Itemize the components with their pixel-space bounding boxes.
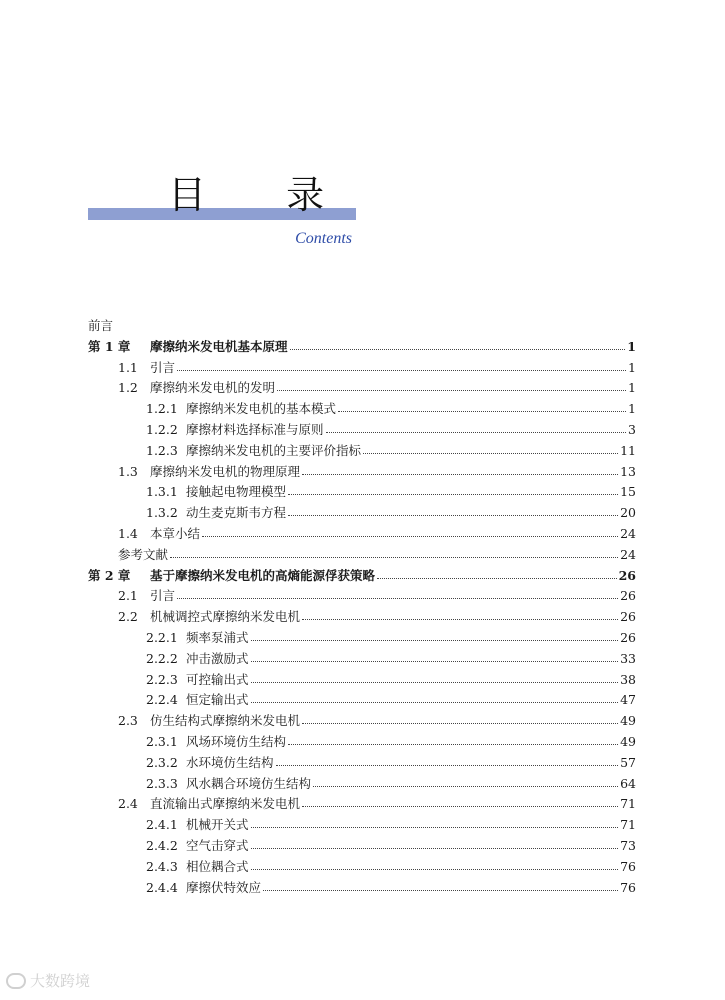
- toc-entry-title: 摩擦纳米发电机的基本模式: [186, 401, 337, 417]
- dot-leader: [302, 722, 618, 724]
- page-title: 目 录: [168, 173, 359, 217]
- dot-leader: [302, 805, 618, 807]
- toc-entry-page: 1: [628, 359, 636, 375]
- toc-entry-page: 1: [627, 338, 636, 354]
- toc-entry-number: 1.3.2: [146, 505, 178, 521]
- toc-entry-title: 恒定输出式: [186, 692, 249, 708]
- toc-entry[interactable]: [88, 316, 636, 336]
- dot-leader: [338, 410, 626, 412]
- dot-leader: [251, 868, 619, 870]
- toc-entry-number: 1.1: [118, 359, 138, 375]
- toc-entry-page: 47: [620, 692, 636, 708]
- toc-entry[interactable]: [146, 878, 636, 898]
- toc-entry[interactable]: [146, 836, 636, 856]
- dot-leader: [290, 348, 626, 350]
- toc-entry-page: 26: [620, 588, 636, 604]
- dot-leader: [251, 660, 619, 662]
- dot-leader: [363, 452, 618, 454]
- toc-entry-page: 49: [620, 713, 636, 729]
- dot-leader: [277, 389, 626, 391]
- toc-entry-number: 2.2: [118, 609, 138, 625]
- toc-entry-page: 20: [620, 505, 636, 521]
- toc-entry-number: 2.4: [118, 796, 138, 812]
- toc-entry[interactable]: [118, 607, 636, 627]
- toc-entry-number: 2.2.4: [146, 692, 178, 708]
- toc-entry[interactable]: [146, 815, 636, 835]
- toc-entry-title: 摩擦伏特效应: [186, 879, 262, 895]
- toc-entry-title: 本章小结: [150, 526, 201, 541]
- toc-entry-title: 摩擦纳米发电机基本原理: [150, 338, 288, 354]
- toc-entry[interactable]: [146, 753, 636, 773]
- toc-entry-number: 1.4: [118, 526, 138, 541]
- toc-entry[interactable]: [118, 711, 636, 731]
- toc-entry-title: 风水耦合环境仿生结构: [186, 775, 312, 791]
- toc-entry-page: 1: [628, 401, 636, 417]
- toc-entry-page: 13: [620, 463, 636, 479]
- toc-entry-page: 26: [620, 609, 636, 625]
- brand-logo-icon: [6, 973, 26, 989]
- dot-leader: [170, 556, 618, 558]
- dot-leader: [302, 473, 618, 475]
- toc-entry-number: 2.4.1: [146, 817, 178, 833]
- toc-entry-title: 频率泵浦式: [186, 630, 249, 645]
- toc-entry-number: 1.2.2: [146, 422, 178, 437]
- toc-entry-page: 76: [620, 858, 636, 874]
- toc-entry-page: 71: [620, 796, 636, 812]
- toc-entry-title: 仿生结构式摩擦纳米发电机: [150, 713, 301, 729]
- dot-leader: [202, 535, 618, 537]
- toc-entry[interactable]: [118, 462, 636, 482]
- toc-entry[interactable]: [146, 399, 636, 419]
- toc-entry-number: 2.2.1: [146, 630, 178, 645]
- toc-entry-page: 38: [620, 671, 636, 687]
- dot-leader: [177, 597, 618, 599]
- toc-entry-page: 15: [620, 484, 636, 500]
- toc-entry-number: 第 1 章: [88, 338, 131, 354]
- toc-entry-number: 2.4.4: [146, 879, 178, 895]
- toc-entry-title: 摩擦材料选择标准与原则: [186, 422, 324, 437]
- toc-entry-page: 73: [620, 838, 636, 853]
- toc-entry-page: 26: [620, 630, 636, 645]
- toc-entry-title: 摩擦纳米发电机的主要评价指标: [186, 442, 362, 458]
- toc-entry-page: 11: [620, 442, 636, 458]
- toc-entry-title: 基于摩擦纳米发电机的高熵能源俘获策略: [150, 567, 376, 583]
- watermark: [6, 970, 90, 991]
- toc-entry-number: 1.3.1: [146, 484, 178, 500]
- dot-leader: [251, 681, 619, 683]
- toc-entry-title: 动生麦克斯韦方程: [186, 505, 287, 521]
- dot-leader: [313, 785, 618, 787]
- toc-entry-title: 接触起电物理模型: [186, 484, 287, 500]
- toc-entry[interactable]: [118, 545, 636, 565]
- toc-entry[interactable]: [146, 774, 636, 794]
- toc-entry-page: 64: [620, 775, 636, 791]
- toc-entry-title: 相位耦合式: [186, 858, 249, 874]
- toc-entry[interactable]: [118, 794, 636, 814]
- toc-entry[interactable]: [118, 358, 636, 378]
- toc-entry[interactable]: [146, 503, 636, 523]
- dot-leader: [251, 639, 619, 641]
- toc-entry-number: 2.3.2: [146, 754, 178, 770]
- toc-entry-number: 2.3.3: [146, 775, 178, 791]
- dot-leader: [251, 826, 619, 828]
- toc-entry-page: 24: [620, 546, 636, 562]
- toc-entry-number: 2.3.1: [146, 734, 178, 749]
- toc-entry[interactable]: [146, 649, 636, 669]
- toc-entry[interactable]: [146, 420, 636, 440]
- toc-entry-page: 24: [620, 526, 636, 541]
- toc-entry[interactable]: [146, 732, 636, 752]
- toc-entry[interactable]: [146, 670, 636, 690]
- toc-entry-page: 3: [628, 422, 636, 437]
- watermark-text: 大数跨境: [30, 972, 91, 990]
- toc-entry-title: 风场环境仿生结构: [186, 734, 287, 749]
- dot-leader: [288, 743, 618, 745]
- dot-leader: [288, 514, 618, 516]
- toc-entry-number: 2.2.3: [146, 671, 178, 687]
- toc-entry[interactable]: [146, 628, 636, 648]
- toc-entry[interactable]: [146, 441, 636, 461]
- toc-entry-page: 76: [620, 879, 636, 895]
- toc-entry-page: 49: [620, 734, 636, 749]
- toc-entry-number: 1.2: [118, 380, 138, 396]
- toc-entry[interactable]: [118, 586, 636, 606]
- toc-entry-number: 1.3: [118, 463, 138, 479]
- toc-entry-title: 冲击激励式: [186, 650, 249, 666]
- toc-entry[interactable]: [118, 378, 636, 398]
- page-subtitle: Contents: [295, 230, 352, 247]
- toc-entry-page: 26: [618, 567, 636, 583]
- toc-entry-title: 引言: [150, 588, 176, 604]
- toc-entry-page: 33: [620, 650, 636, 666]
- dot-leader: [302, 618, 618, 620]
- dot-leader: [377, 577, 617, 579]
- toc-entry-title: 机械调控式摩擦纳米发电机: [150, 609, 301, 625]
- toc-entry[interactable]: [118, 524, 636, 544]
- dot-leader: [263, 889, 618, 891]
- dot-leader: [276, 764, 619, 766]
- dot-leader: [251, 701, 619, 703]
- toc-entry-page: 57: [620, 754, 636, 770]
- toc-entry[interactable]: [88, 566, 636, 586]
- dot-leader: [251, 847, 619, 849]
- toc-entry-title: 水环境仿生结构: [186, 754, 274, 770]
- toc-entry-page: 71: [620, 817, 636, 833]
- toc-entry-title: 空气击穿式: [186, 838, 249, 853]
- toc-entry[interactable]: [146, 857, 636, 877]
- toc-entry-title: 可控输出式: [186, 671, 249, 687]
- toc-entry-title: 参考文献: [118, 546, 169, 562]
- dot-leader: [288, 493, 618, 495]
- toc-entry-number: 1.2.3: [146, 442, 178, 458]
- toc-entry-number: 2.1: [118, 588, 138, 604]
- toc-entry-title: 前言: [88, 318, 114, 333]
- toc-entry-number: 1.2.1: [146, 401, 178, 417]
- toc-entry-title: 摩擦纳米发电机的发明: [150, 380, 276, 396]
- toc-entry-number: 2.2.2: [146, 650, 178, 666]
- dot-leader: [326, 431, 627, 433]
- toc-entry-title: 引言: [150, 359, 176, 375]
- toc-entry-title: 摩擦纳米发电机的物理原理: [150, 463, 301, 479]
- toc-entry[interactable]: [146, 690, 636, 710]
- toc-entry-number: 第 2 章: [88, 567, 131, 583]
- toc-entry-title: 机械开关式: [186, 817, 249, 833]
- dot-leader: [177, 369, 626, 371]
- toc-entry-title: 直流输出式摩擦纳米发电机: [150, 796, 301, 812]
- toc-entry-number: 2.3: [118, 713, 138, 729]
- toc-entry-number: 2.4.3: [146, 858, 178, 874]
- toc-entry[interactable]: [146, 482, 636, 502]
- toc-entry-number: 2.4.2: [146, 838, 178, 853]
- toc-entry-page: 1: [628, 380, 636, 396]
- toc-entry[interactable]: [88, 337, 636, 357]
